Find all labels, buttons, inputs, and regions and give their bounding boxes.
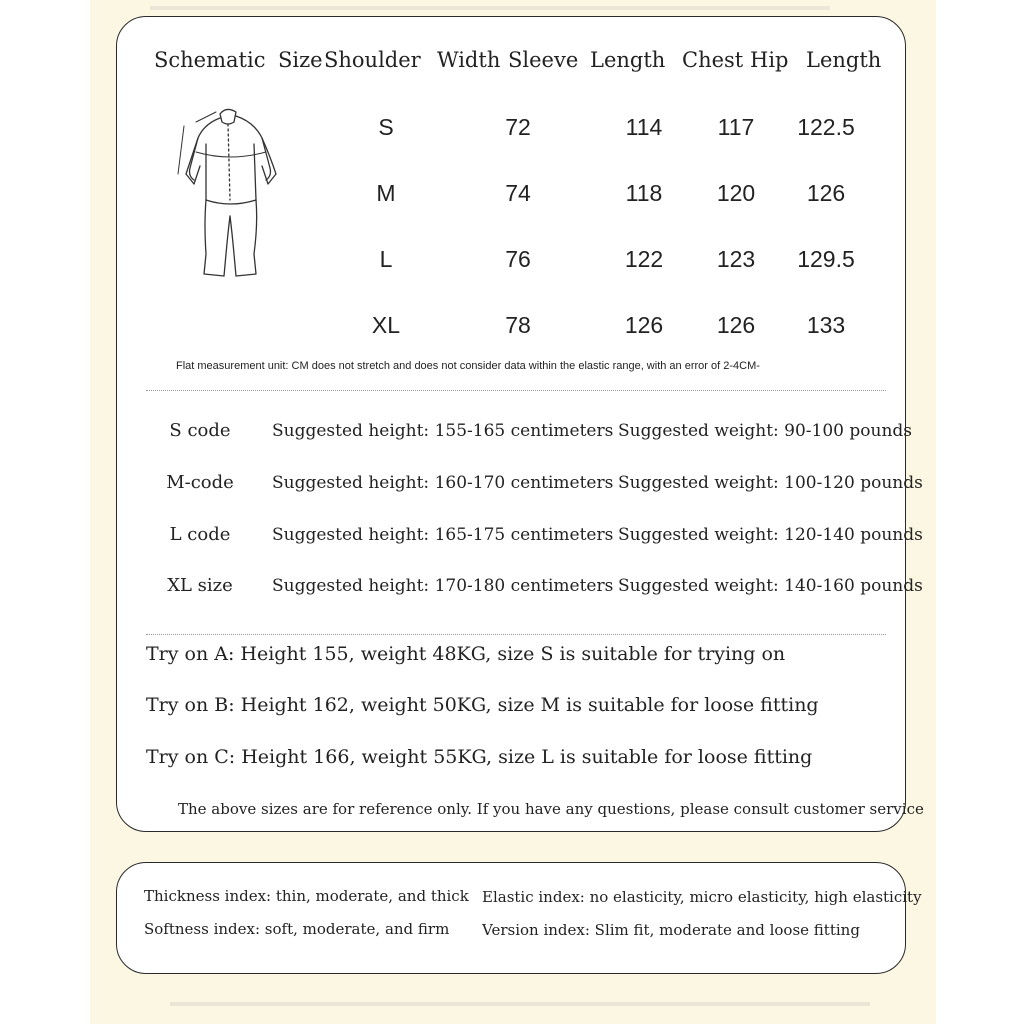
- suggestion-code-l: L code: [169, 524, 231, 545]
- cell-shoulder-m: 74: [505, 180, 531, 206]
- header-shoulder: Shoulder: [324, 48, 421, 72]
- header-chest: Chest: [682, 48, 744, 72]
- divider-1: [146, 390, 886, 391]
- fabric-index-card: [116, 862, 906, 974]
- reference-note: The above sizes are for reference only. If you have any questions, please consult customer service: [178, 800, 924, 818]
- jumpsuit-schematic-icon: [176, 104, 282, 284]
- suggestion-weight-s: Suggested weight: 90-100 pounds: [618, 421, 913, 441]
- cell-size-l: L: [379, 246, 393, 272]
- cell-length-s: 114: [625, 114, 663, 140]
- elastic-index: Elastic index: no elasticity, micro elasticity, high elasticity: [482, 888, 922, 906]
- cell-length2-xl: 133: [806, 312, 846, 338]
- cell-length2-m: 126: [806, 180, 846, 206]
- cell-length-l: 122: [624, 246, 664, 272]
- cell-shoulder-l: 76: [505, 246, 531, 272]
- header-width: Width: [437, 48, 501, 72]
- cell-chest-xl: 126: [716, 312, 756, 338]
- suggestion-height-s: Suggested height: 155-165 centimeters: [272, 421, 614, 441]
- suggestion-weight-xl: Suggested weight: 140-160 pounds: [618, 576, 923, 596]
- cell-chest-l: 123: [716, 246, 756, 272]
- cell-chest-s: 117: [717, 114, 755, 140]
- suggestion-weight-m: Suggested weight: 100-120 pounds: [618, 473, 923, 493]
- cell-length2-s: 122.5: [797, 114, 855, 140]
- suggestion-height-m: Suggested height: 160-170 centimeters: [272, 473, 614, 493]
- top-edge-artifact: [150, 6, 830, 10]
- cell-size-s: S: [378, 114, 394, 140]
- cell-shoulder-s: 72: [505, 114, 531, 140]
- header-length-2: Length: [806, 48, 882, 72]
- bottom-edge-artifact: [170, 1002, 870, 1006]
- measurement-note: Flat measurement unit: CM does not stretch and does not consider data within the elastic range, with an error of 2-4CM-: [176, 360, 760, 372]
- cell-size-m: M: [376, 180, 396, 206]
- try-on-c: Try on C: Height 166, weight 55KG, size L is suitable for loose fitting: [146, 746, 813, 768]
- cell-length-xl: 126: [624, 312, 664, 338]
- header-schematic: Schematic: [154, 48, 266, 72]
- cell-chest-m: 120: [716, 180, 756, 206]
- suggestion-height-l: Suggested height: 165-175 centimeters: [272, 525, 614, 545]
- header-sleeve: Sleeve: [508, 48, 579, 72]
- suggestion-height-xl: Suggested height: 170-180 centimeters: [272, 576, 614, 596]
- suggestion-code-s: S code: [169, 420, 231, 441]
- try-on-a: Try on A: Height 155, weight 48KG, size S is suitable for trying on: [146, 643, 786, 665]
- thickness-index: Thickness index: thin, moderate, and thick: [144, 887, 469, 905]
- suggestion-code-xl: XL size: [167, 575, 233, 596]
- header-hip: Hip: [750, 48, 789, 72]
- version-index: Version index: Slim fit, moderate and loose fitting: [482, 921, 860, 939]
- divider-2: [146, 634, 886, 635]
- header-size: Size: [278, 48, 323, 72]
- try-on-b: Try on B: Height 162, weight 50KG, size M is suitable for loose fitting: [146, 694, 819, 716]
- cell-shoulder-xl: 78: [505, 312, 531, 338]
- suggestion-weight-l: Suggested weight: 120-140 pounds: [618, 525, 923, 545]
- header-length: Length: [590, 48, 666, 72]
- cell-size-xl: XL: [371, 312, 401, 338]
- softness-index: Softness index: soft, moderate, and firm: [144, 920, 450, 938]
- suggestion-code-m: M-code: [166, 472, 234, 493]
- cell-length-m: 118: [625, 180, 663, 206]
- cell-length2-l: 129.5: [797, 246, 855, 272]
